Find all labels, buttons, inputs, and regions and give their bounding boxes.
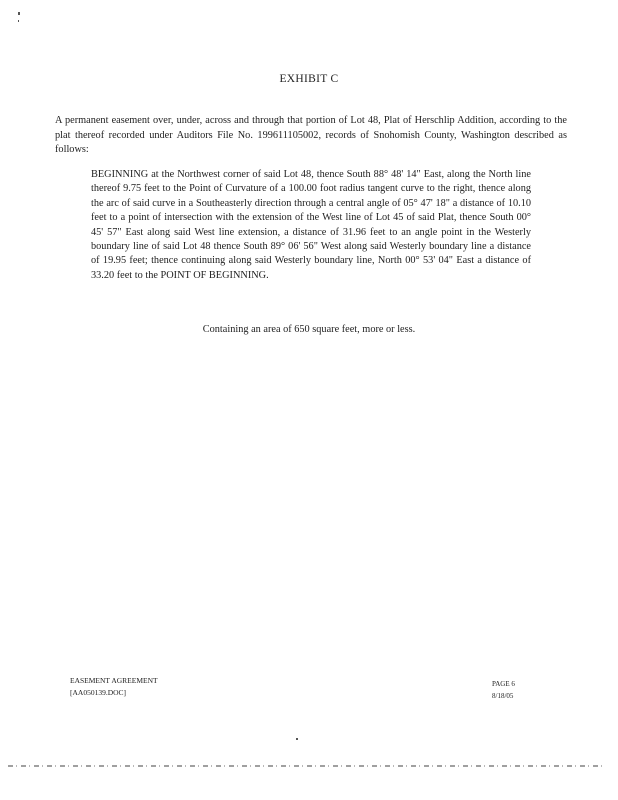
legal-description-paragraph: BEGINNING at the Northwest corner of said Lot 48, thence South 88° 48' 14" East, along the North line thereof 9.75 feet to the Point of Curvature of a 100.00 foot radius tangent curve to the right, thence along the arc of said curve in a Southeasterly direction through a central angle of 05° 47' 18" a distance of 10.10 feet to a point of intersection with the extension of the West line of Lot 45 of said Plat, thence South 00° 45' 57" East along said West line extension, a distance of 31.96 feet to an angle point in the Westerly boundary line of said Lot 48 thence South 89° 06' 56" West along said Westerly boundary line a distance of 19.95 feet; thence continuing along said Westerly boundary line, North 00° 53' 04" East a distance of 33.20 feet to the POINT OF BEGINNING. bbox=[91, 169, 531, 281]
scan-speck bbox=[296, 738, 298, 740]
scan-artifact-line bbox=[8, 765, 602, 767]
footer-page-number: PAGE 6 bbox=[492, 680, 515, 688]
footer-document-id: [AA050139.DOC] bbox=[70, 688, 127, 697]
footer-right bbox=[492, 678, 515, 702]
area-statement: Containing an area of 650 square feet, more or less. bbox=[202, 324, 416, 335]
footer-date: 8/18/05 bbox=[492, 692, 514, 700]
footer-left bbox=[70, 675, 158, 699]
intro-paragraph: A permanent easement over, under, across and through that portion of Lot 48, Plat of Herschlip Addition, according to the plat thereof recorded under Auditors File No. 199611105002, records of Snohomish County, Washington described as follows: bbox=[55, 115, 567, 155]
footer-document-title: EASEMENT AGREEMENT bbox=[70, 676, 158, 685]
exhibit-title: EXHIBIT C bbox=[279, 73, 339, 85]
scan-speck bbox=[18, 20, 19, 22]
scan-speck bbox=[18, 12, 20, 15]
